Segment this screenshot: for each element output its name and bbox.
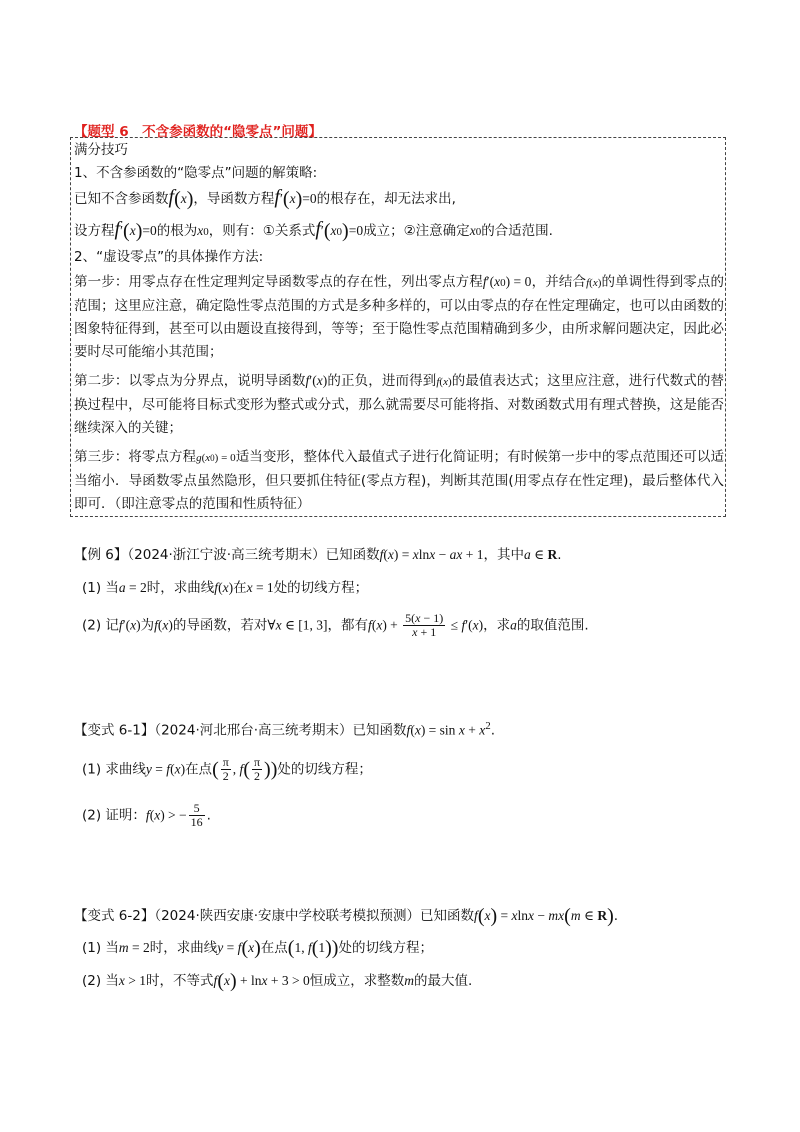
tips-point-2: 2、“虚设零点”的具体操作方法: xyxy=(74,249,264,265)
tips-step-2: 第二步：以零点为分界点，说明导函数f′(x)的正负，进而得到f(x)的最值表达式；这里应注意，进行代数式的替换过程中，尽可能将目标式变形为整式或分式，那么就需要尽可能将指、对数函数式用有理式替换，这是能否继续深入的关键； xyxy=(74,373,725,436)
example-6-stem: 【例 6】（2024·浙江宁波·高三统考期末）已知函数f(x) = xlnx − ax + 1，其中a ∈ R. xyxy=(74,547,562,563)
tips-point-1b: 设方程f′(x)=0的根为x0，则有：①关系式f′(x0)=0成立；②注意确定x0的合适范围. xyxy=(74,218,553,242)
variant-6-2-stem: 【变式 6-2】（2024·陕西安康·安康中学校联考模拟预测）已知函数f(x) = xlnx − mx(m ∈ R). xyxy=(74,905,619,927)
variant-6-2-q2: (2) 当x > 1时，不等式f(x) + lnx + 3 > 0恒成立，求整数m的最大值. xyxy=(82,970,473,992)
tips-point-1a: 已知不含参函数f(x)，导函数方程f′(x)=0的根存在，却无法求出, xyxy=(74,186,456,210)
tips-point-1: 1、不含参函数的“隐零点”问题的解策略: xyxy=(74,165,318,181)
tips-step-1: 第一步：用零点存在性定理判定导函数零点的存在性，列出零点方程f′(x0) = 0，并结合f(x)的单调性得到零点的范围；这里应注意，确定隐性零点范围的方式是多种多样的，可以由零点的存在性定理确定，也可以由函数的图象特征得到，甚至可以由题设直接得到，等等；至于隐性零点范围精确到多少，由所求解问题决定，因此必要时尽可能缩小其范围； xyxy=(74,274,725,360)
variant-6-1-stem: 【变式 6-1】（2024·河北邢台·高三统考期末）已知函数$f(x) = \sin x + x^2$. xyxy=(74,720,495,739)
tips-step-3: 第三步：将零点方程g(x0) = 0适当变形，整体代入最值式子进行化简证明；有时候第一步中的零点范围还可以适当缩小．导函数零点虽然隐形，但只要抓住特征(零点方程)，判断其范围(用零点存在性定理)，最后整体代入即可．（即注意零点的范围和性质特征） xyxy=(74,449,725,512)
variant-6-2-q1: (1) 当m = 2时，求曲线y = f(x)在点(1, f(1))处的切线方程； xyxy=(82,937,433,959)
tips-heading: 满分技巧 xyxy=(74,142,128,158)
section-title: 【题型 6 不含参函数的“隐零点”问题】 xyxy=(74,124,322,140)
example-6-q2: (2) 记f′(x)为f(x)的导函数，若对∀x ∈ [1, 3]，都有f(x) + $\frac{5(x - 1)}{x + 1}$ ≤ f′(x)，求a的取值范围. xyxy=(82,611,589,639)
variant-6-1-q1: (1) 求曲线y = f(x)在点( $\frac{\pi}{2}$ , f( $\frac{\pi}{2}$ ))处的切线方程； xyxy=(82,755,372,783)
variant-6-1-q2: (2) 证明：f(x) > − $\frac{5}{16}$ . xyxy=(82,801,211,829)
example-6-q1: (1) 当a = 2时，求曲线f(x)在x = 1处的切线方程； xyxy=(82,580,369,596)
